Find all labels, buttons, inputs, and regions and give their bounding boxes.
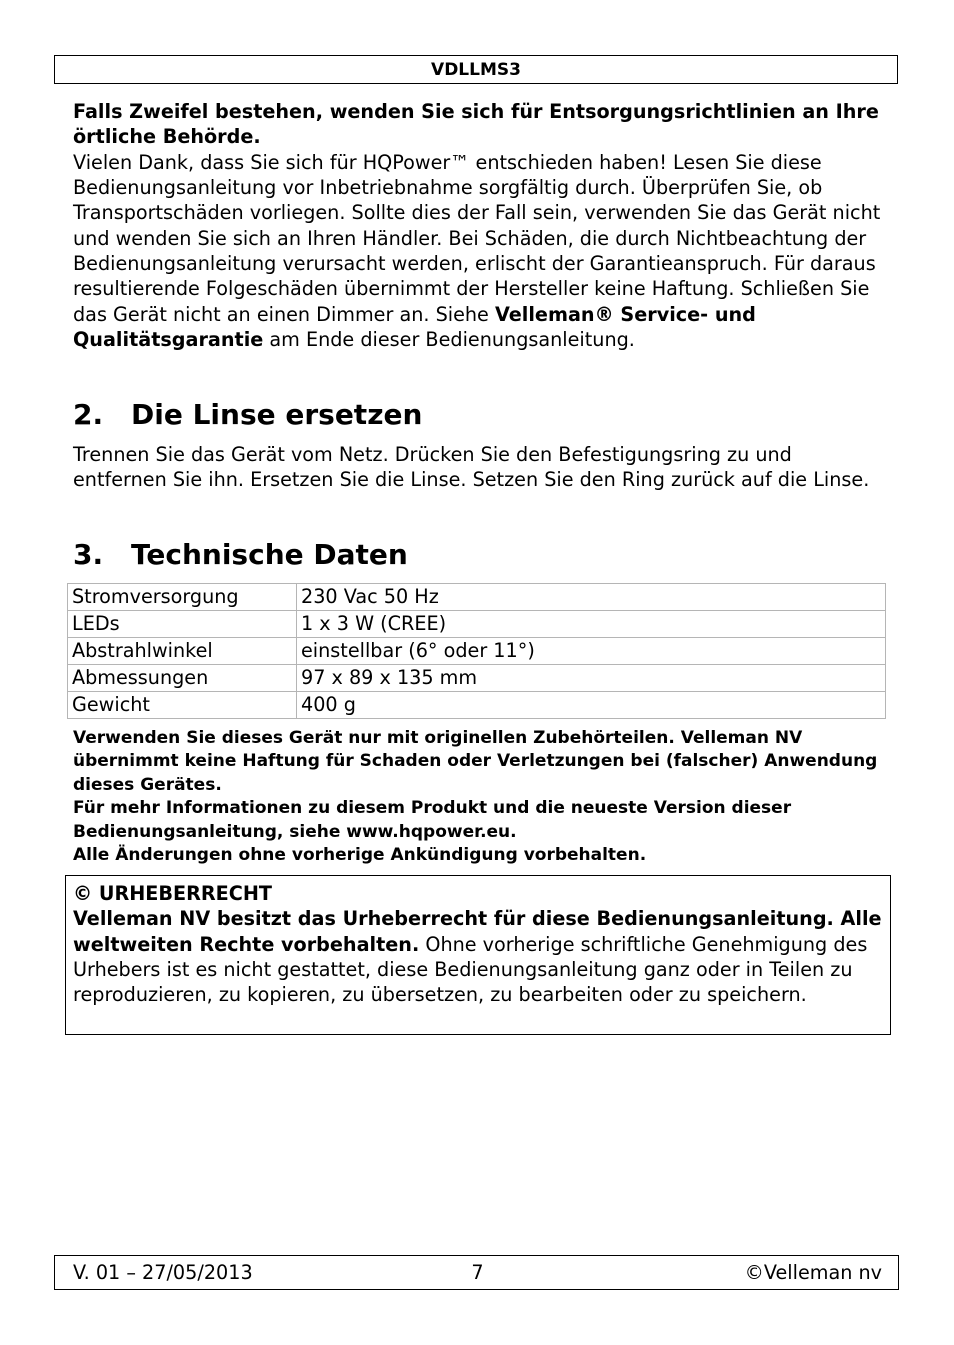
model-name: VDLLMS3	[431, 60, 521, 80]
page-number: 7	[471, 1261, 484, 1284]
copyright-bold-text: Velleman NV besitzt das Urheberrecht für diese Bedienungsanleitung. Alle weltweiten Rechte vorbehalten.	[73, 907, 882, 956]
more-info-notice: Für mehr Informationen zu diesem Produkt und die neueste Version dieser Bedienungsanleitung, siehe www.hqpower.eu.	[73, 798, 792, 842]
intro-section	[73, 99, 888, 352]
intro-text-start: Vielen Dank, dass Sie sich für HQPower™ entschieden haben! Lesen Sie diese Bedienungsanleitung vor Inbetriebnahme sorgfältig durch. Überprüfen Sie, ob Transportschäden vorliegen. Sollte dies der Fall sein, verwenden Sie das Gerät nicht und wenden Sie sich an Ihren Händler. Bei Schäden, die durch Nichtbeachtung der Bedienungsanleitung verursacht werden, erlischt der Garantieanspruch. Für daraus resultierende Folgeschäden übernimmt der Hersteller keine Haftung. Schließen Sie das Gerät nicht an einen Dimmer an. Siehe	[73, 150, 881, 326]
copyright-heading: © URHEBERRECHT	[73, 882, 273, 905]
section-title: Technische Daten	[131, 538, 408, 571]
table-row	[68, 692, 886, 719]
liability-notice: Verwenden Sie dieses Gerät nur mit originellen Zubehörteilen. Velleman NV übernimmt keine Haftung für Schaden oder Verletzungen bei (falscher) Anwendung dieses Gerätes.	[73, 728, 878, 795]
copyright-box	[65, 875, 891, 1035]
spec-value: 400 g	[297, 692, 886, 719]
table-row	[68, 584, 886, 611]
table-row	[68, 638, 886, 665]
spec-value: 230 Vac 50 Hz	[297, 584, 886, 611]
copyright-text: Ohne vorherige schriftliche Genehmigung des Urhebers ist es nicht gestattet, diese Bedienungsanleitung ganz oder in Teilen zu reproduzieren, zu kopieren, zu übersetzen, zu bearbeiten oder zu speichern.	[73, 932, 868, 1007]
linse-paragraph: Trennen Sie das Gerät vom Netz. Drücken Sie den Befestigungsring zu und entfernen Sie ihn. Ersetzen Sie die Linse. Setzen Sie den Ring zurück auf die Linse.	[73, 443, 870, 492]
section-heading-linse	[73, 398, 422, 432]
table-row	[68, 665, 886, 692]
spec-value: 1 x 3 W (CREE)	[297, 611, 886, 638]
changes-notice: Alle Änderungen ohne vorherige Ankündigung vorbehalten.	[73, 845, 647, 866]
spec-label: LEDs	[68, 611, 297, 638]
intro-paragraph	[73, 150, 888, 352]
warranty-reference: Velleman® Service- und Qualitätsgarantie	[73, 302, 756, 351]
usage-notice	[73, 727, 888, 867]
section-number: 2.	[73, 398, 104, 431]
page-footer	[54, 1255, 899, 1290]
spec-label: Gewicht	[68, 692, 297, 719]
specs-table	[67, 583, 886, 719]
spec-label: Abmessungen	[68, 665, 297, 692]
page-header	[54, 55, 898, 84]
version-date: V. 01 – 27/05/2013	[73, 1261, 253, 1284]
spec-value: einstellbar (6° oder 11°)	[297, 638, 886, 665]
footer-copyright: ©Velleman nv	[744, 1261, 882, 1284]
section-number: 3.	[73, 538, 104, 571]
disposal-notice: Falls Zweifel bestehen, wenden Sie sich für Entsorgungsrichtlinien an Ihre örtliche Behörde.	[73, 100, 879, 149]
section-title: Die Linse ersetzen	[131, 398, 423, 431]
spec-label: Stromversorgung	[68, 584, 297, 611]
intro-text-end: am Ende dieser Bedienungsanleitung.	[263, 327, 635, 351]
spec-value: 97 x 89 x 135 mm	[297, 665, 886, 692]
spec-label: Abstrahlwinkel	[68, 638, 297, 665]
section-heading-tech	[73, 538, 408, 572]
table-row	[68, 611, 886, 638]
